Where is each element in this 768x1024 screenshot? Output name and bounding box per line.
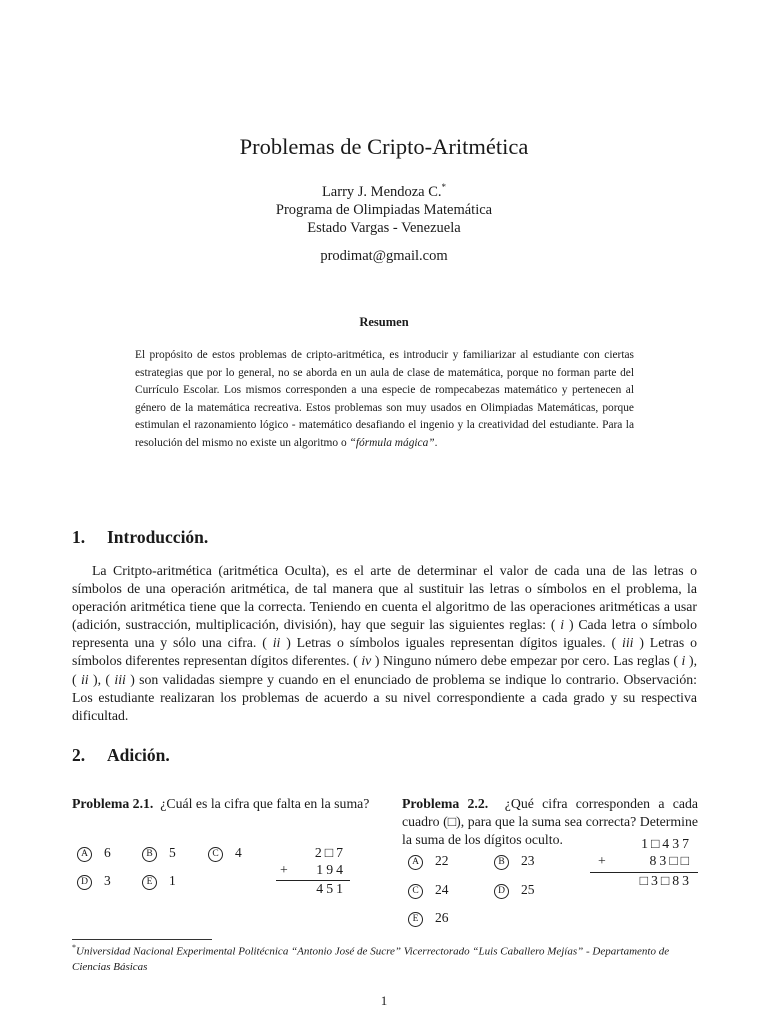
section-heading-introduccion: 1. Introducción. <box>72 527 209 547</box>
problem-2-2-option-e: E 26 <box>408 910 449 927</box>
option-e-circle-icon: E <box>142 875 157 890</box>
option-d-circle-icon: D <box>77 875 92 890</box>
problem-2-2-result: □3□83 <box>639 873 692 888</box>
option-e-circle-icon: E <box>408 912 423 927</box>
page-number: 1 <box>380 993 388 1008</box>
footnote-mark: * <box>441 182 447 192</box>
option-b-circle-icon: B <box>142 847 157 862</box>
problem-2-1-option-e: E 1 <box>142 873 176 890</box>
problem-2-2-option-a: A 22 <box>408 853 449 870</box>
author-block <box>0 178 768 237</box>
section-heading-adicion: 2. Adición. <box>72 745 170 765</box>
abstract-heading: Resumen <box>359 315 409 329</box>
option-c-circle-icon: C <box>408 884 423 899</box>
problem-2-2-statement: Problema 2.2. ¿Qué cifra corresponden a cada cuadro (□), para que la suma sea correcta? Determine la suma de los dígitos oculto. <box>402 796 699 847</box>
problem-2-1-addend-2: 194 <box>316 862 346 877</box>
problem-2-1-option-d: D 3 <box>77 873 111 890</box>
abstract-text: El propósito de estos problemas de cripto-aritmética, es introducir y familiarizar al estudiante con ciertas estrategias que por lo general, no se aborda en un aula de clase de matemática, porque no forman parte del Currículo Escolar. Los mismos corresponden a una especie de rompecabezas matemático y pertenecen al género de la matemática recreativa. Estos problemas son muy usados en Olimpiadas Matemáticas, porque estimulan el razonamiento lógico - matemático desafiando el ingenio y la creatividad del estudiante. Para la resolución del mismo no existe un algoritmo o “fórmula mágica”. <box>135 349 634 449</box>
problem-2-1-option-a: A 6 <box>77 845 111 862</box>
problem-2-1-option-b: B 5 <box>142 845 176 862</box>
option-d-circle-icon: D <box>494 884 509 899</box>
problem-2-2-option-d: D 25 <box>494 882 535 899</box>
author-program: Programa de Olimpiadas Matemática <box>275 201 493 218</box>
problem-2-1-statement: Problema 2.1. ¿Cuál es la cifra que falta en la suma? <box>72 796 370 811</box>
problem-2-2-addend-2: 83□□ <box>649 853 692 868</box>
option-c-circle-icon: C <box>208 847 223 862</box>
problem-2-1-result: 451 <box>316 881 346 896</box>
introduccion-paragraph: La Critpto-aritmética (aritmética Oculta), es el arte de determinar el valor de cada una de las letras o símbolos de una operación aritmética, de tal manera que al sustituir las letras o símbolos en el problema, la operación aritmética tiene que la correcta. Teniendo en cuenta el algoritmo de las operaciones aritméticas a usar (adición, sustracción, multiplicación, división), hay que seguir las siguientes reglas: ( i ) Cada letra o símbolo representa una y sólo una cifra. ( ii ) Letras o símbolos iguales representan dígitos iguales. ( iii ) Letras o símbolos diferentes representan dígitos diferentes. ( iv ) Ninguno número debe empezar por cero. Las reglas ( i ), ( ii ), ( iii ) son validadas siempre y cuando en el enunciado de problema se indique lo contrario. Observación: Los estudiante realizaran los problemas de acuerdo a su nivel correspondiente a cada grado y su respectiva dificultad. <box>72 563 698 723</box>
problem-2-2-option-c: C 24 <box>408 882 449 899</box>
option-a-circle-icon: A <box>408 855 423 870</box>
author-email: prodimat@gmail.com <box>320 248 448 264</box>
problem-2-2-plus-sign: + <box>598 853 609 868</box>
problem-2-1-option-c: C 4 <box>208 845 242 862</box>
footnote: *Universidad Nacional Experimental Politécnica “Antonio José de Sucre” Vicerrectorado “Luis Caballero Mejías” - Departamento de Ciencias Básicas <box>72 943 670 974</box>
problem-2-1-addend-1: 2□7 <box>314 845 346 860</box>
problem-2-2-option-b: B 23 <box>494 853 535 870</box>
problem-2-1-plus-sign: + <box>280 862 291 877</box>
option-a-circle-icon: A <box>77 847 92 862</box>
problem-2-2-addend-1: 1□437 <box>641 836 692 851</box>
author-name: Larry J. Mendoza C.* <box>321 182 447 200</box>
author-location: Estado Vargas - Venezuela <box>307 219 461 236</box>
option-b-circle-icon: B <box>494 855 509 870</box>
paper-title: Problemas de Cripto-Aritmética <box>239 134 529 159</box>
